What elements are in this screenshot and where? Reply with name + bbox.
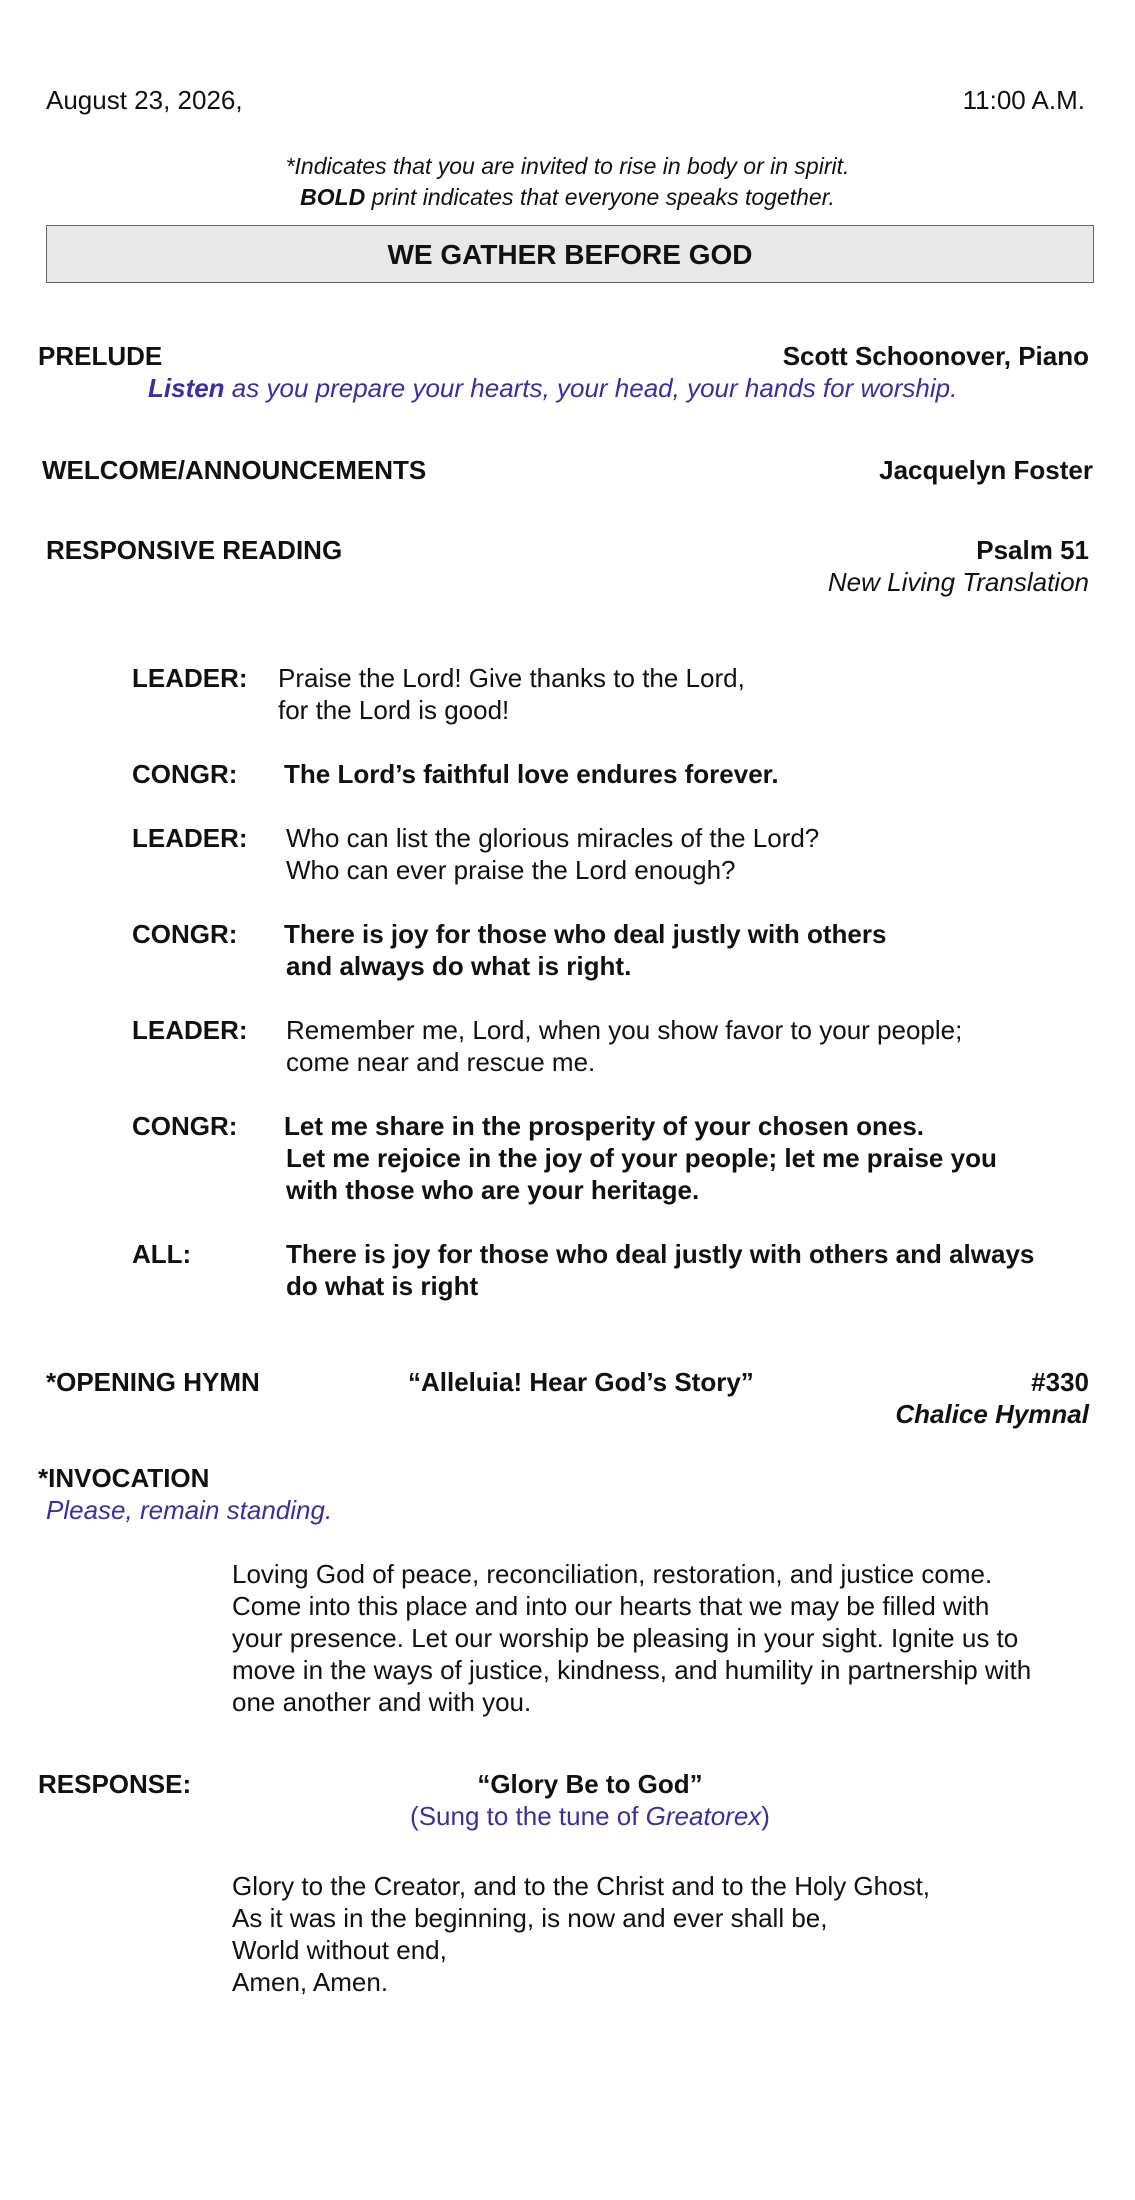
- section-banner: WE GATHER BEFORE GOD: [46, 225, 1094, 283]
- reading-text: Let me share in the prosperity of your chosen ones.: [284, 1111, 925, 1141]
- reading-text: and always do what is right.: [286, 951, 632, 981]
- response-title: “Glory Be to God”: [477, 1769, 703, 1799]
- speaker-label: CONGR:: [132, 759, 238, 789]
- invocation-line: move in the ways of justice, kindness, and humility in partnership with: [232, 1655, 1032, 1685]
- reading-text: Who can ever praise the Lord enough?: [286, 855, 736, 885]
- listen-word: Listen: [148, 373, 225, 403]
- welcome-label: WELCOME/ANNOUNCEMENTS: [42, 455, 427, 485]
- reading-text: Who can list the glorious miracles of the Lord?: [286, 823, 820, 853]
- reading-text: Remember me, Lord, when you show favor to your people;: [286, 1015, 963, 1045]
- reading-text: come near and rescue me.: [286, 1047, 596, 1077]
- service-time: 11:00 A.M.: [962, 85, 1085, 115]
- speaker-label: LEADER:: [132, 663, 248, 693]
- bold-word: BOLD: [300, 184, 366, 210]
- invocation-line: one another and with you.: [232, 1687, 532, 1717]
- invocation-line: Come into this place and into our hearts that we may be filled with: [232, 1591, 990, 1621]
- reading-text: The Lord’s faithful love endures forever.: [284, 759, 779, 789]
- welcome-leader: Jacquelyn Foster: [879, 455, 1093, 485]
- speaker-label: ALL:: [132, 1239, 192, 1269]
- prelude-instruction-text: as you prepare your hearts, your head, your hands for worship.: [224, 373, 958, 403]
- tune-suffix: ): [761, 1801, 770, 1831]
- bold-note: [0, 181, 1135, 214]
- prelude-performer: Scott Schoonover, Piano: [782, 341, 1089, 371]
- reading-source: Psalm 51: [976, 535, 1089, 565]
- hymn-label: *OPENING HYMN: [46, 1367, 260, 1397]
- response-line: Amen, Amen.: [232, 1967, 389, 1997]
- response-line: Glory to the Creator, and to the Christ and to the Holy Ghost,: [232, 1871, 931, 1901]
- hymn-book: Chalice Hymnal: [895, 1399, 1089, 1429]
- prelude-instruction: [148, 372, 957, 405]
- tune-name: Greatorex: [645, 1801, 762, 1831]
- reading-text: Let me rejoice in the joy of your people; let me praise you: [286, 1143, 997, 1173]
- invocation-line: your presence. Let our worship be pleasing in your sight. Ignite us to: [232, 1623, 1019, 1653]
- reading-text: for the Lord is good!: [278, 695, 510, 725]
- reading-text: with those who are your heritage.: [286, 1175, 700, 1205]
- reading-translation: New Living Translation: [827, 567, 1089, 597]
- invocation-label: *INVOCATION: [38, 1463, 210, 1493]
- hymn-title: “Alleluia! Hear God’s Story”: [408, 1367, 754, 1397]
- bold-note-rest: print indicates that everyone speaks together.: [365, 184, 835, 210]
- response-line: World without end,: [232, 1935, 447, 1965]
- reading-text: There is joy for those who deal justly with others: [284, 919, 887, 949]
- speaker-label: LEADER:: [132, 1015, 248, 1045]
- reading-label: RESPONSIVE READING: [46, 535, 343, 565]
- rise-note: *Indicates that you are invited to rise in body or in spirit.: [285, 153, 850, 179]
- response-tune: [0, 1800, 1135, 1833]
- service-date: August 23, 2026,: [46, 85, 243, 115]
- speaker-label: CONGR:: [132, 1111, 238, 1141]
- reading-text: There is joy for those who deal justly with others and always: [286, 1239, 1035, 1269]
- prelude-label: PRELUDE: [38, 341, 163, 371]
- hymn-number: #330: [1031, 1367, 1089, 1397]
- response-line: As it was in the beginning, is now and ever shall be,: [232, 1903, 828, 1933]
- reading-text: do what is right: [286, 1271, 479, 1301]
- speaker-label: LEADER:: [132, 823, 248, 853]
- invocation-line: Loving God of peace, reconciliation, restoration, and justice come.: [232, 1559, 993, 1589]
- reading-text: Praise the Lord! Give thanks to the Lord,: [278, 663, 745, 693]
- invocation-instruction: Please, remain standing.: [46, 1495, 333, 1525]
- tune-prefix: (Sung to the tune of: [410, 1801, 646, 1831]
- response-label: RESPONSE:: [38, 1769, 192, 1799]
- speaker-label: CONGR:: [132, 919, 238, 949]
